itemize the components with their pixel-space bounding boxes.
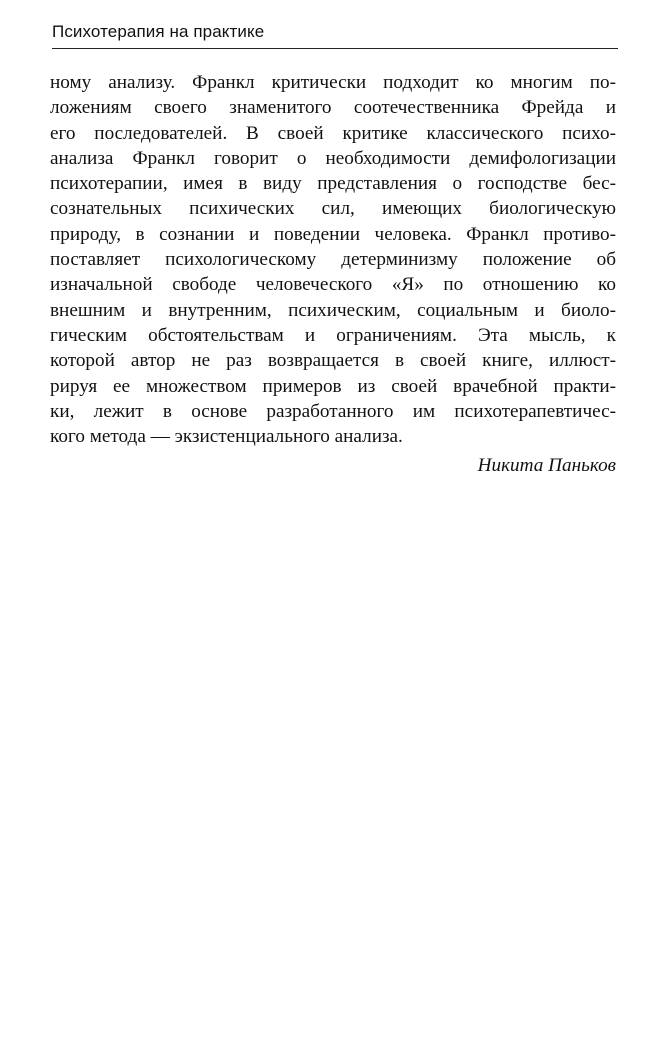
text-line: изначальной свободе человеческого «Я» по отношению ко <box>50 274 616 296</box>
author-signature: Никита Паньков <box>477 455 616 476</box>
text-line: ки, лежит в основе разработанного им психотерапевтичес- <box>50 400 616 422</box>
text-line: ному анализу. Франкл критически подходит ко многим по- <box>50 72 616 93</box>
body-paragraph <box>50 70 616 449</box>
running-header <box>52 20 618 49</box>
text-line: его последователей. В своей критике классического психо- <box>50 122 616 144</box>
text-line: кого метода — экзистенциального анализа. <box>50 426 403 448</box>
text-line: ложениям своего знаменитого соотечественника Фрейда и <box>50 97 616 119</box>
text-line: внешним и внутренним, психическим, социальным и биоло- <box>50 299 616 321</box>
text-line: природу, в сознании и поведении человека. Франкл противо- <box>50 223 616 245</box>
text-line: гическим обстоятельствам и ограничениям. Эта мысль, к <box>50 324 616 346</box>
text-line: сознательных психических сил, имеющих биологическую <box>50 198 616 220</box>
text-line: которой автор не раз возвращается в своей книге, иллюст- <box>50 350 616 372</box>
running-title: Психотерапия на практике <box>52 22 265 41</box>
text-line: анализа Франкл говорит о необходимости демифологизации <box>50 147 616 169</box>
text-line: поставляет психологическому детерминизму положение об <box>50 249 616 271</box>
text-line: психотерапии, имея в виду представления о господстве бес- <box>50 173 616 195</box>
text-line: рируя ее множеством примеров из своей врачебной практи- <box>50 375 616 397</box>
